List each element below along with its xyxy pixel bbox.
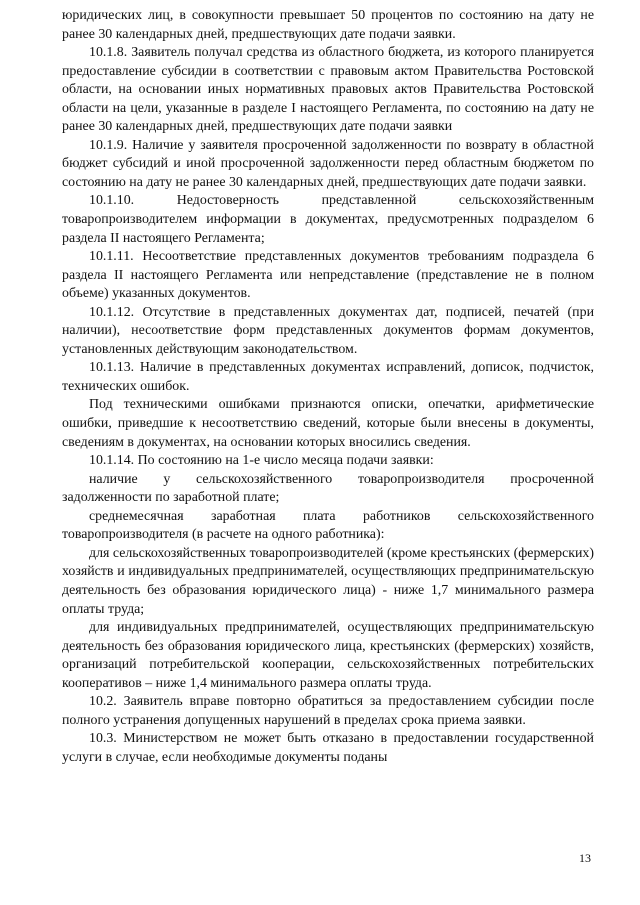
paragraph-10-2: 10.2. Заявитель вправе повторно обратиться за предоставлением субсидии после полного устранения допущенных нарушений в пределах срока приема заявки. [62,694,594,728]
paragraph-10-1-13: 10.1.13. Наличие в представленных документах исправлений, дописок, подчисток, технических ошибок. [62,360,594,394]
paragraph-continuation: юридических лиц, в совокупности превышает 50 процентов по состоянию на дату не ранее 30 календарных дней, предшествующих дате подачи заявки. [62,8,594,42]
paragraph-producers-threshold: для сельскохозяйственных товаропроизводителей (кроме крестьянских (фермерских) хозяйств и индивидуальных предпринимателей, осуществляющих предпринимательскую деятельность без образования юридического лица) - ниже 1,7 минимального размера оплаты труда; [62,545,594,617]
paragraph-10-1-10: 10.1.10. Недостоверность представленной сельскохозяйственным товаропроизводителем информации в документах, предусмотренных подразделом 6 раздела II настоящего Регламента; [62,193,594,246]
paragraph-10-1-11: 10.1.11. Несоответствие представленных документов требованиям подраздела 6 раздела II настоящего Регламента или непредставление (представление не в полном объеме) указанных документов. [62,249,594,302]
paragraph-10-1-9: 10.1.9. Наличие у заявителя просроченной задолженности по возврату в областной бюджет субсидий и иной просроченной задолженности перед областным бюджетом по состоянию на дату не ранее 30 календарных дней, предшествующих дате подачи заявки. [62,137,594,190]
page-number: 13 [579,851,591,865]
paragraph-10-3: 10.3. Министерством не может быть отказано в предоставлении государственной услуги в случае, если необходимые документы поданы [62,731,594,765]
paragraph-10-1-14: 10.1.14. По состоянию на 1-е число месяца подачи заявки: [89,453,434,469]
paragraph-10-1-8: 10.1.8. Заявитель получал средства из областного бюджета, из которого планируется предоставление субсидии в соответствии с правовым актом Правительства Ростовской области, на основании иных нормативных правовых актов Правительства Ростовской области на цели, указанные в разделе I настоящего Регламента, по состоянию на дату не ранее 30 календарных дней, предшествующих дате подачи заявки [62,45,594,135]
paragraph-technical-errors: Под техническими ошибками признаются описки, опечатки, арифметические ошибки, приведшие к несоответствию сведений, которые были внесены в документы, сведениям в документах, на основании которых вносились сведения. [62,397,594,450]
paragraph-wage-arrears: наличие у сельскохозяйственного товаропроизводителя просроченной задолженности по заработной плате; [62,471,594,506]
paragraph-average-wage: среднемесячная заработная плата работников сельскохозяйственного товаропроизводителя (в расчете на одного работника): [62,508,594,543]
paragraph-entrepreneurs-threshold: для индивидуальных предпринимателей, осуществляющих предпринимательскую деятельность без образования юридического лица, крестьянских (фермерских) хозяйств, организаций потребительской кооперации, сельскохозяйственных потребительских кооперативов – ниже 1,4 минимального размера оплаты труда. [62,620,594,691]
document-body [62,7,594,767]
paragraph-10-1-12: 10.1.12. Отсутствие в представленных документах дат, подписей, печатей (при наличии), несоответствие форм представленных документов формам документов, установленных действующим законодательством. [62,304,594,357]
